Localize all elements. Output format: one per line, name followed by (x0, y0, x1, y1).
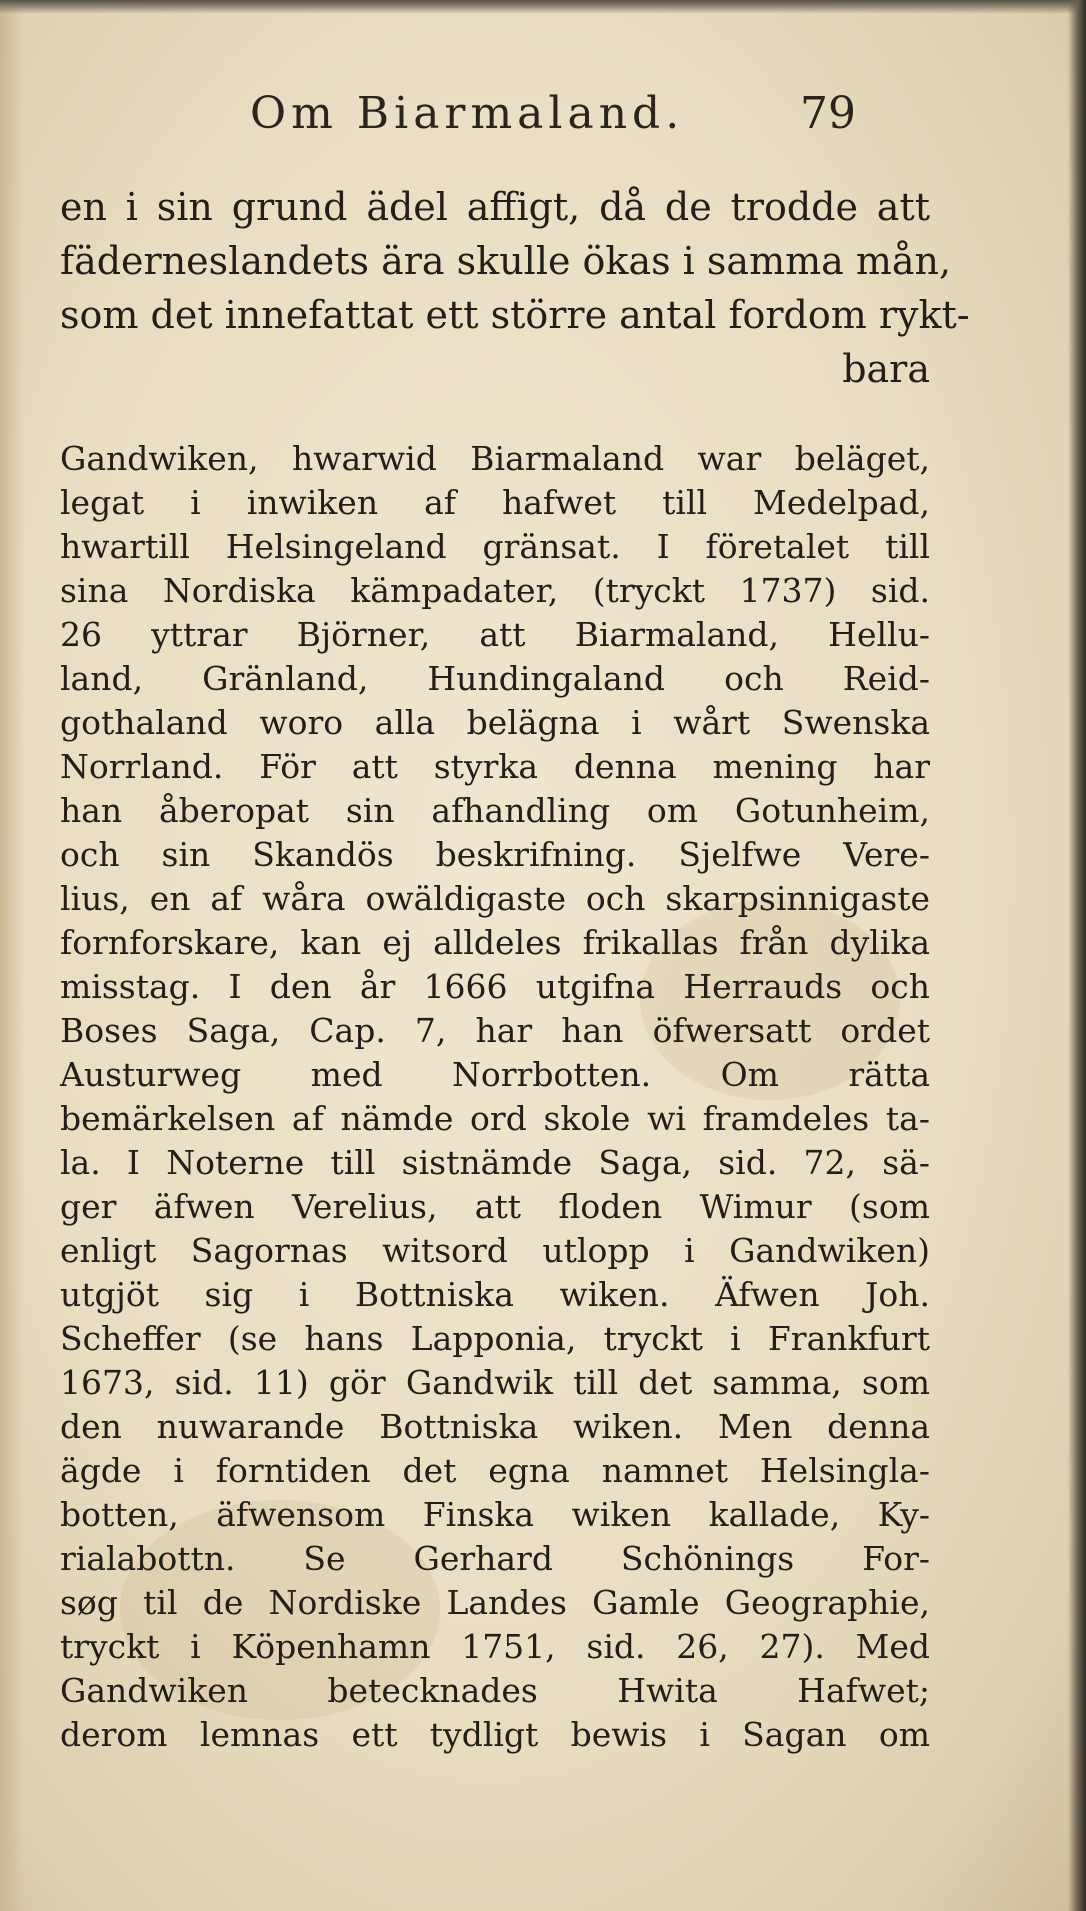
page-header (250, 88, 856, 148)
text-line: tryckt i Köpenhamn 1751, sid. 26, 27). Med (60, 1627, 930, 1666)
text-line: han åberopat sin afhandling om Gotunheim, (60, 791, 930, 830)
text-line: som det innefattat ett större antal fordom rykt- (60, 293, 970, 337)
page-binding-edge (1068, 0, 1086, 1911)
text-line: botten, äfwensom Finska wiken kallade, Ky- (60, 1495, 930, 1534)
text-line: ägde i forntiden det egna namnet Helsingla- (60, 1451, 930, 1490)
catchword: bara (842, 347, 930, 391)
text-line: land, Gränland, Hundingaland och Reid- (60, 659, 930, 698)
text-line: Scheffer (se hans Lapponia, tryckt i Frankfurt (60, 1319, 930, 1358)
page-number: 79 (800, 88, 856, 139)
text-line: la. I Noterne till sistnämde Saga, sid. 72, sä- (60, 1143, 930, 1182)
text-line: søg til de Nordiske Landes Gamle Geographie, (60, 1583, 930, 1622)
running-title: Om Biarmaland. (250, 88, 685, 139)
text-line: utgjöt sig i Bottniska wiken. Äfwen Joh. (60, 1275, 930, 1314)
text-line: lius, en af wåra owäldigaste och skarpsinnigaste (60, 879, 930, 918)
text-line: bemärkelsen af nämde ord skole wi framdeles ta- (60, 1099, 930, 1138)
text-line: fäderneslandets ära skulle ökas i samma mån, (60, 239, 952, 283)
text-line: hwartill Helsingeland gränsat. I företalet till (60, 527, 930, 566)
page-top-shadow (0, 0, 1086, 14)
text-line: Norrland. För att styrka denna mening har (60, 747, 930, 786)
text-line: enligt Sagornas witsord utlopp i Gandwiken) (60, 1231, 930, 1270)
text-line: Gandwiken betecknades Hwita Hafwet; (60, 1671, 930, 1710)
text-line: en i sin grund ädel affigt, då de trodde att (60, 185, 930, 229)
text-line: Gandwiken, hwarwid Biarmaland war beläget, (60, 439, 930, 478)
text-line: ger äfwen Verelius, att floden Wimur (som (60, 1187, 930, 1226)
text-line: och sin Skandös beskrifning. Sjelfwe Vere- (60, 835, 930, 874)
page-left-edge (0, 0, 24, 1911)
text-line: Austurweg med Norrbotten. Om rätta (60, 1055, 930, 1094)
text-line: derom lemnas ett tydligt bewis i Sagan om (60, 1715, 930, 1754)
text-line: fornforskare, kan ej alldeles frikallas från dylika (60, 923, 930, 962)
text-line: legat i inwiken af hafwet till Medelpad, (60, 483, 930, 522)
text-line: 1673, sid. 11) gör Gandwik till det samma, som (60, 1363, 930, 1402)
text-line: 26 yttrar Björner, att Biarmaland, Hellu- (60, 615, 930, 654)
text-line: rialabottn. Se Gerhard Schönings For- (60, 1539, 930, 1578)
text-line: gothaland woro alla belägna i wårt Swenska (60, 703, 930, 742)
text-line: Boses Saga, Cap. 7, har han öfwersatt ordet (60, 1011, 930, 1050)
text-line: den nuwarande Bottniska wiken. Men denna (60, 1407, 930, 1446)
text-line: misstag. I den år 1666 utgifna Herrauds och (60, 967, 930, 1006)
text-line: sina Nordiska kämpadater, (tryckt 1737) sid. (60, 571, 930, 610)
